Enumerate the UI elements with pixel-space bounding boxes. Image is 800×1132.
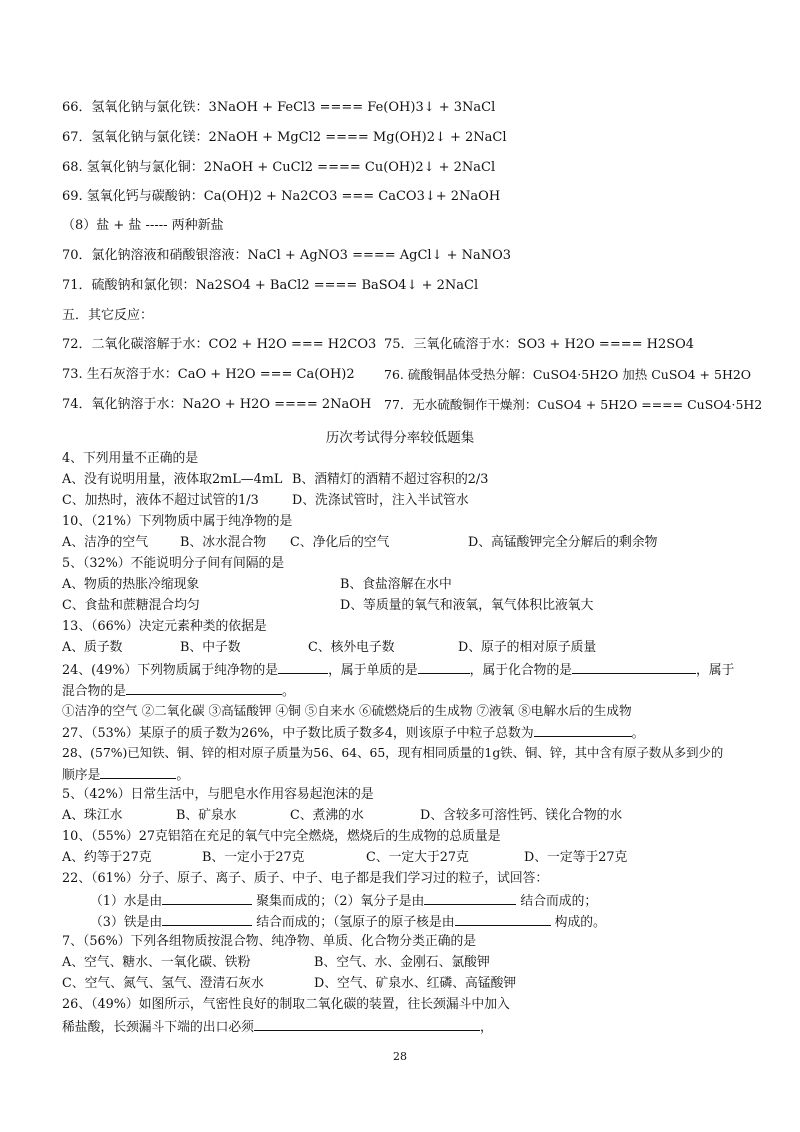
- question-5b-option-b: B、矿泉水: [176, 808, 237, 823]
- answer-blank[interactable]: [418, 661, 470, 674]
- question-27-text-1: 27、（53%）某原子的质子数为26%，中子数比质子数多4，则该原子中粒子总数为: [62, 726, 534, 741]
- reaction-68: 68. 氢氧化钠与氯化铜：2NaOH + CuCl2 ==== Cu(OH)2↓ + 2NaCl: [62, 160, 496, 175]
- question-4-option-b: B、酒精灯的酒精不超过容积的2/3: [292, 472, 489, 487]
- question-22-text-1b: 聚集而成的；（2）氧分子是由: [256, 894, 425, 909]
- question-5-option-b: B、食盐溶解在水中: [340, 577, 452, 592]
- question-24-items: ①洁净的空气 ②二氧化碳 ③高锰酸钾 ④铜 ⑤自来水 ⑥硫燃烧后的生成物 ⑦液氧 ⑧电解水后的生成物: [62, 703, 632, 718]
- question-5-option-a: A、物质的热胀冷缩现象: [62, 577, 200, 592]
- question-7-option-a: A、空气、糖水、一氧化碳、铁粉: [62, 955, 251, 970]
- answer-blank[interactable]: [254, 1018, 480, 1031]
- question-24-text-2: ，属于单质的是: [328, 663, 418, 678]
- question-24-text-5: 混合物的是: [62, 684, 126, 699]
- question-5b-option-d: D、含较多可溶性钙、镁化合物的水: [420, 808, 623, 823]
- question-7-option-c: C、空气、氮气、氢气、澄清石灰水: [62, 976, 264, 991]
- question-5-option-c: C、食盐和蔗糖混合均匀: [62, 598, 200, 613]
- question-24-continued: [62, 682, 295, 700]
- reaction-70: 70．氯化钠溶液和硝酸银溶液：NaCl + AgNO3 ==== AgCl↓ + NaNO3: [62, 248, 512, 263]
- question-4-option-c: C、加热时，液体不超过试管的1/3: [62, 493, 259, 508]
- answer-blank[interactable]: [126, 682, 282, 695]
- question-22-text-1c: 结合而成的；: [520, 894, 598, 909]
- question-26-text-3: ，: [479, 1020, 493, 1035]
- question-10-option-a: A、洁净的空气: [62, 535, 149, 550]
- question-22-text-2c: 构成的。: [554, 915, 606, 930]
- question-24-text-6: 。: [281, 684, 295, 699]
- page-number: 28: [393, 1050, 407, 1063]
- question-10b-option-c: C、一定大于27克: [366, 850, 469, 865]
- reaction-66: 66．氢氧化钠与氯化铁：3NaOH + FeCl3 ==== Fe(OH)3↓ + 3NaCl: [62, 100, 496, 115]
- reaction-67: 67．氢氧化钠与氯化镁：2NaOH + MgCl2 ==== Mg(OH)2↓ + 2NaCl: [62, 130, 507, 145]
- question-26: 26、（49%）如图所示，气密性良好的制取二氧化碳的装置，往长颈漏斗中加入: [62, 997, 510, 1012]
- question-7-option-d: D、空气、矿泉水、红磷、高锰酸钾: [314, 976, 517, 991]
- answer-blank[interactable]: [162, 913, 252, 926]
- question-24-text-3: ，属于化合物的是: [469, 663, 573, 678]
- question-28-text-3: 。: [176, 768, 190, 783]
- reaction-72: 72．二氧化碳溶解于水：CO2 + H2O === H2CO3: [62, 337, 377, 352]
- question-10: 10、（21%）下列物质中属于纯净物的是: [62, 514, 293, 529]
- question-10-option-d: D、高锰酸钾完全分解后的剩余物: [468, 535, 658, 550]
- question-24: [62, 661, 734, 679]
- question-5b: 5、（42%）日常生活中，与肥皂水作用容易起泡沫的是: [62, 787, 374, 802]
- question-22-part-3: [90, 913, 606, 931]
- reaction-69: 69. 氢氧化钙与碳酸钠：Ca(OH)2 + Na2CO3 === CaCO3↓+ 2NaOH: [62, 189, 501, 204]
- question-27: [62, 724, 644, 742]
- question-13: 13、（66%）决定元素种类的依据是: [62, 619, 267, 634]
- question-28: 28、(57%)已知铁、铜、锌的相对原子质量为56、64、65，现有相同质量的1g铁、铜、锌，其中含有原子数从多到少的: [62, 745, 724, 760]
- answer-blank[interactable]: [572, 661, 696, 674]
- section-8-heading: （8）盐 + 盐 ----- 两种新盐: [62, 218, 224, 233]
- question-10b: 10、（55%）27克铝箔在充足的氧气中完全燃烧，燃烧后的生成物的总质量是: [62, 829, 501, 844]
- answer-blank[interactable]: [278, 661, 328, 674]
- question-4-option-a: A、没有说明用量，液体取2mL—4mL: [62, 472, 283, 487]
- question-22-part-1: [90, 892, 597, 910]
- reaction-74: 74．氧化钠溶于水：Na2O + H2O ==== 2NaOH: [62, 397, 372, 412]
- answer-blank[interactable]: [534, 724, 632, 737]
- exam-title: 历次考试得分率较低题集: [325, 430, 475, 446]
- answer-blank[interactable]: [424, 892, 516, 905]
- question-10b-option-a: A、约等于27克: [62, 850, 152, 865]
- question-5: 5、（32%）不能说明分子间有间隔的是: [62, 556, 285, 571]
- answer-blank[interactable]: [455, 913, 551, 926]
- reaction-73: 73. 生石灰溶于水：CaO + H2O === Ca(OH)2: [62, 367, 355, 382]
- reaction-75: 75．三氧化硫溶于水：SO3 + H2O ==== H2SO4: [384, 337, 695, 352]
- question-7-option-b: B、空气、水、金刚石、氯酸钾: [314, 955, 490, 970]
- section-5-heading: 五．其它反应：: [62, 308, 154, 323]
- question-7: 7、（56%）下列各组物质按混合物、纯净物、单质、化合物分类正确的是: [62, 934, 477, 949]
- question-4-option-d: D、洗涤试管时，注入半试管水: [292, 493, 469, 508]
- question-22-text-1a: （1）水是由: [90, 894, 163, 909]
- reaction-71: 71．硫酸钠和氯化钡：Na2SO4 + BaCl2 ==== BaSO4↓ + 2NaCl: [62, 278, 479, 293]
- question-5b-option-c: C、煮沸的水: [290, 808, 364, 823]
- question-13-option-c: C、核外电子数: [308, 640, 395, 655]
- question-22: 22、（61%）分子、原子、离子、质子、中子、电子都是我们学习过的粒子，试回答：: [62, 871, 549, 886]
- question-24-text-4: ，属于: [696, 663, 735, 678]
- reaction-76: 76. 硫酸铜晶体受热分解：CuSO4·5H2O 加热 CuSO4 + 5H2O: [384, 367, 752, 382]
- question-10b-option-b: B、一定小于27克: [202, 850, 305, 865]
- question-13-option-a: A、质子数: [62, 640, 123, 655]
- question-27-text-2: 。: [631, 726, 645, 741]
- question-24-text-1: 24、(49%）下列物质属于纯净物的是: [62, 663, 279, 678]
- question-10-option-c: C、净化后的空气: [290, 535, 390, 550]
- question-5-option-d: D、等质量的氧气和液氧，氧气体积比液氧大: [340, 598, 594, 613]
- question-10b-option-d: D、一定等于27克: [524, 850, 628, 865]
- reaction-77: 77．无水硫酸铜作干燥剂：CuSO4 + 5H2O ==== CuSO4·5H2: [384, 397, 763, 412]
- question-28-continued: [62, 766, 189, 784]
- question-26-text-2: 稀盐酸，长颈漏斗下端的出口必须: [62, 1020, 254, 1035]
- question-22-text-2a: （3）铁是由: [90, 915, 163, 930]
- question-13-option-d: D、原子的相对原子质量: [458, 640, 597, 655]
- question-28-text-2: 顺序是: [62, 768, 101, 783]
- question-10-option-b: B、冰水混合物: [180, 535, 267, 550]
- answer-blank[interactable]: [100, 766, 176, 779]
- question-5b-option-a: A、珠江水: [62, 808, 123, 823]
- answer-blank[interactable]: [162, 892, 252, 905]
- question-26-continued: [62, 1018, 493, 1036]
- question-4: 4、下列用量不正确的是: [62, 451, 199, 466]
- question-13-option-b: B、中子数: [180, 640, 241, 655]
- question-22-text-2b: 结合而成的；（氢原子的原子核是由: [256, 915, 455, 930]
